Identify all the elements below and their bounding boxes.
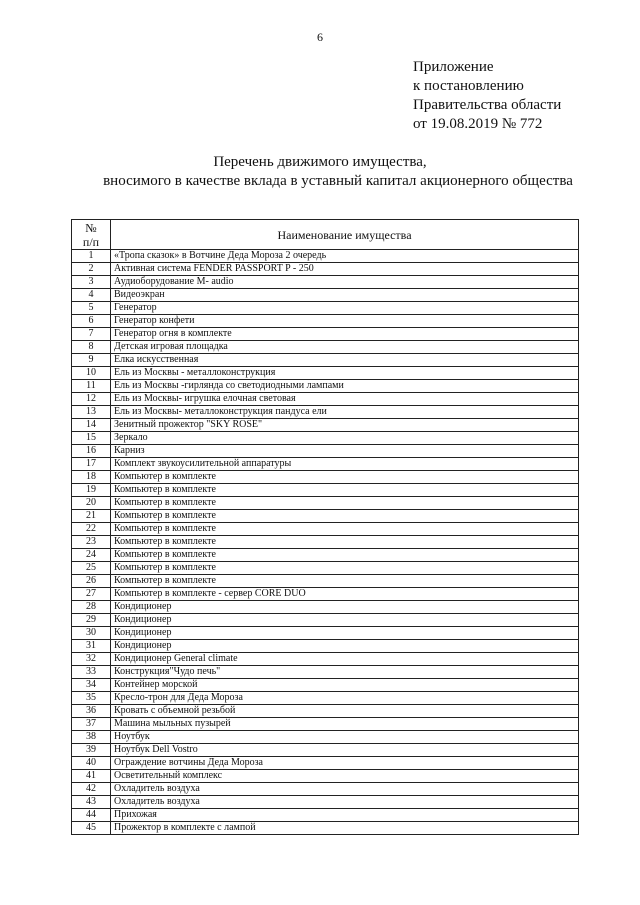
row-name: Компьютер в комплекте xyxy=(111,549,579,562)
row-number: 15 xyxy=(72,432,111,445)
row-name: Генератор конфети xyxy=(111,315,579,328)
row-name: Генератор огня в комплекте xyxy=(111,328,579,341)
table-body xyxy=(72,250,579,835)
header-number xyxy=(72,220,111,250)
row-number: 40 xyxy=(72,757,111,770)
table-row xyxy=(72,692,579,705)
row-name: Прихожая xyxy=(111,809,579,822)
row-name: Карниз xyxy=(111,445,579,458)
row-number: 25 xyxy=(72,562,111,575)
table-row xyxy=(72,497,579,510)
row-name: Аудиоборудование М- audio xyxy=(111,276,579,289)
row-name: Кондиционер xyxy=(111,614,579,627)
row-name: Зенитный прожектор "SKY ROSE" xyxy=(111,419,579,432)
table-row xyxy=(72,419,579,432)
row-name: Кондиционер General climate xyxy=(111,653,579,666)
row-name: Кровать с объемной резьбой xyxy=(111,705,579,718)
row-number: 45 xyxy=(72,822,111,835)
row-number: 36 xyxy=(72,705,111,718)
row-number: 13 xyxy=(72,406,111,419)
table-row xyxy=(72,341,579,354)
row-name: Активная система FENDER PASSPORT P - 250 xyxy=(111,263,579,276)
row-number: 4 xyxy=(72,289,111,302)
row-name: Компьютер в комплекте xyxy=(111,510,579,523)
row-number: 18 xyxy=(72,471,111,484)
row-number: 41 xyxy=(72,770,111,783)
row-number: 34 xyxy=(72,679,111,692)
table-row xyxy=(72,601,579,614)
table-row xyxy=(72,445,579,458)
property-table-wrapper xyxy=(71,219,579,835)
table-row xyxy=(72,796,579,809)
table-row xyxy=(72,263,579,276)
table-row xyxy=(72,666,579,679)
table-row xyxy=(72,575,579,588)
table-header-row xyxy=(72,220,579,250)
row-number: 19 xyxy=(72,484,111,497)
row-number: 22 xyxy=(72,523,111,536)
row-number: 37 xyxy=(72,718,111,731)
header-name: Наименование имущества xyxy=(111,220,579,250)
table-row xyxy=(72,276,579,289)
table-row xyxy=(72,822,579,835)
row-number: 24 xyxy=(72,549,111,562)
table-row xyxy=(72,471,579,484)
row-number: 35 xyxy=(72,692,111,705)
table-row xyxy=(72,367,579,380)
table-row xyxy=(72,562,579,575)
table-row xyxy=(72,302,579,315)
row-name: Машина мыльных пузырей xyxy=(111,718,579,731)
row-name: Ель из Москвы- металлоконструкция пандуса ели xyxy=(111,406,579,419)
row-name: Ноутбук Dell Vostro xyxy=(111,744,579,757)
page-number: 6 xyxy=(317,30,323,44)
row-name: Прожектор в комплекте с лампой xyxy=(111,822,579,835)
row-name: Компьютер в комплекте - сервер CORE DUO xyxy=(111,588,579,601)
row-number: 26 xyxy=(72,575,111,588)
table-row xyxy=(72,653,579,666)
row-name: Ель из Москвы- игрушка елочная световая xyxy=(111,393,579,406)
property-table xyxy=(71,219,579,835)
row-name: Компьютер в комплекте xyxy=(111,575,579,588)
table-row xyxy=(72,354,579,367)
table-row xyxy=(72,705,579,718)
row-name: Ель из Москвы - металлоконструкция xyxy=(111,367,579,380)
table-row xyxy=(72,744,579,757)
appendix-line: к постановлению xyxy=(413,78,524,94)
row-name: Конструкция"Чудо печь" xyxy=(111,666,579,679)
row-number: 29 xyxy=(72,614,111,627)
row-name: Компьютер в комплекте xyxy=(111,536,579,549)
row-name: Компьютер в комплекте xyxy=(111,471,579,484)
appendix-line: от 19.08.2019 № 772 xyxy=(413,116,543,132)
header-number-symbol: № xyxy=(85,220,97,235)
table-row xyxy=(72,718,579,731)
row-name: Елка искусственная xyxy=(111,354,579,367)
table-row xyxy=(72,757,579,770)
table-row xyxy=(72,458,579,471)
row-number: 2 xyxy=(72,263,111,276)
title-line: вносимого в качестве вклада в уставный капитал акционерного общества xyxy=(103,173,573,189)
row-number: 33 xyxy=(72,666,111,679)
table-row xyxy=(72,549,579,562)
row-name: Зеркало xyxy=(111,432,579,445)
header-number-abbr: п/п xyxy=(82,234,100,249)
row-name: Видеоэкран xyxy=(111,289,579,302)
row-number: 5 xyxy=(72,302,111,315)
row-name: Контейнер морской xyxy=(111,679,579,692)
row-number: 12 xyxy=(72,393,111,406)
row-name: Охладитель воздуха xyxy=(111,796,579,809)
row-name: Ель из Москвы -гирлянда со светодиодными лампами xyxy=(111,380,579,393)
row-name: Ноутбук xyxy=(111,731,579,744)
row-number: 6 xyxy=(72,315,111,328)
row-name: Осветительный комплекс xyxy=(111,770,579,783)
row-number: 39 xyxy=(72,744,111,757)
row-number: 3 xyxy=(72,276,111,289)
table-row xyxy=(72,328,579,341)
table-row xyxy=(72,614,579,627)
row-number: 9 xyxy=(72,354,111,367)
row-number: 10 xyxy=(72,367,111,380)
row-number: 8 xyxy=(72,341,111,354)
table-row xyxy=(72,432,579,445)
row-number: 14 xyxy=(72,419,111,432)
row-name: Детская игровая площадка xyxy=(111,341,579,354)
table-row xyxy=(72,536,579,549)
table-row xyxy=(72,627,579,640)
row-number: 32 xyxy=(72,653,111,666)
row-number: 38 xyxy=(72,731,111,744)
row-name: Охладитель воздуха xyxy=(111,783,579,796)
table-row xyxy=(72,770,579,783)
appendix-line: Правительства области xyxy=(413,97,562,113)
table-row xyxy=(72,588,579,601)
row-number: 31 xyxy=(72,640,111,653)
row-name: Компьютер в комплекте xyxy=(111,484,579,497)
row-number: 27 xyxy=(72,588,111,601)
row-name: Кондиционер xyxy=(111,601,579,614)
table-row xyxy=(72,484,579,497)
table-row xyxy=(72,250,579,263)
row-number: 23 xyxy=(72,536,111,549)
row-name: Кресло-трон для Деда Мороза xyxy=(111,692,579,705)
row-number: 11 xyxy=(72,380,111,393)
row-name: Комплект звукоусилительной аппаратуры xyxy=(111,458,579,471)
document-title xyxy=(0,153,640,191)
table-row xyxy=(72,510,579,523)
row-number: 42 xyxy=(72,783,111,796)
row-number: 44 xyxy=(72,809,111,822)
row-number: 1 xyxy=(72,250,111,263)
table-row xyxy=(72,289,579,302)
table-row xyxy=(72,731,579,744)
table-row xyxy=(72,380,579,393)
row-number: 43 xyxy=(72,796,111,809)
table-row xyxy=(72,640,579,653)
table-row xyxy=(72,315,579,328)
table-row xyxy=(72,406,579,419)
row-name: Кондиционер xyxy=(111,627,579,640)
row-number: 16 xyxy=(72,445,111,458)
table-row xyxy=(72,783,579,796)
row-name: Компьютер в комплекте xyxy=(111,562,579,575)
row-number: 7 xyxy=(72,328,111,341)
row-name: Ограждение вотчины Деда Мороза xyxy=(111,757,579,770)
row-name: Генератор xyxy=(111,302,579,315)
table-row xyxy=(72,393,579,406)
row-name: Компьютер в комплекте xyxy=(111,523,579,536)
title-line: Перечень движимого имущества, xyxy=(213,154,427,170)
row-number: 30 xyxy=(72,627,111,640)
row-name: «Тропа сказок» в Вотчине Деда Мороза 2 очередь xyxy=(111,250,579,263)
appendix-line: Приложение xyxy=(413,59,494,75)
table-row xyxy=(72,679,579,692)
table-row xyxy=(72,523,579,536)
row-number: 17 xyxy=(72,458,111,471)
appendix-block xyxy=(413,58,561,134)
row-name: Компьютер в комплекте xyxy=(111,497,579,510)
row-number: 20 xyxy=(72,497,111,510)
row-number: 21 xyxy=(72,510,111,523)
row-name: Кондиционер xyxy=(111,640,579,653)
table-row xyxy=(72,809,579,822)
row-number: 28 xyxy=(72,601,111,614)
